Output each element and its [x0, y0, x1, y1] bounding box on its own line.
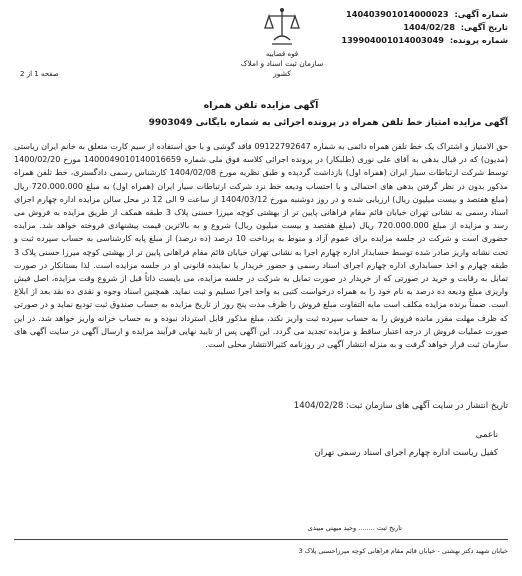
announcement-body: حق الامتیاز و اشتراک یک خط تلفن همراه دائمی به شماره 09122792647 فاقد گوشی و با حق استفاده از سیم کارت متعلق به خانم ایران ریاستی (مدیون) که در قبال بدهی به آقای علی نوری (طلبکار) در پرونده اجرائی کلاسه فوق ملی شماره 1400049010140016659 مورخ 1400/02/20 توسط شرکت ارتباطات سیار ایران (همراه اول) بازداشت گردیده و طبق نظریه مورخ 1404/02/08 کارشناس رسمی دادگستری، خط تلفن همراه مذکور بدون در نظر گرفتن بدهی های احتمالی و با احتساب ودیعه خط نزد شرکت ارتباطات سیار ایران (همراه اول) به مبلغ 720.000.000 ریال (مبلغ هفتصد و بیست میلیون ریال) ارزیابی شده و در روز دوشنبه مورخ 1404/03/12 از ساعت 9 الی 12 در محل سالن مزایده اداره چهارم اجرای اسناد رسمی به نشانی تهران خیابان قائم مقام فراهانی پایین تر از بهشتی کوچه میرزا حسنی پلاک 3 طبقه همکف از طریق مزایده به فروش می رسد و مزایده از مبلغ 720.000.000 ریال (مبلغ هفتصد و بیست میلیون ریال) شروع و به بالاترین قیمت پیشنهادی فروخته خواهد شد. مزایده حضوری است و شرکت در جلسه مزایده برای عموم آزاد و منوط به پرداخت 10 درصد (ده درصد) از مبلغ پایه کارشناسی به حساب سپرده ثبت و تحت نشانه واریز صادر شده توسط حسابدار اداره چهارم اجرا به نشانی تهران خیابان قائم مقام فراهانی پایین تر از بهشتی کوچه میرزا حسنی پلاک 3 طبقه چهارم و اخذ حسابداری اداره چهارم اجرای اسناد رسمی و حضور خریدار یا نماینده قانونی او در جلسه مزایده است. لذا بستانکار در صورت تمایل به رقابت و خرید در صورتی که از خریدار در صورت تمایل به شرکت در جلسه مزایده، می بایست ذاتاً قبل از شروع وقت مزایده، اصل فیش واریزی مبلغ ودیعه ده درصد به نام خود را به همراه درخواست کتبی به واحد اجرا تسلیم و ثبت نماید. همچنین اسناد وجوه و نقدی ده نقد بعد از ابلاغ است. ضمناً برنده مزایده مکلف است مابه التفاوت مبلغ فروش را ظرف مدت پنج روز از تاریخ مزایده به حساب صندوق ثبت تودیع نماید و در صورتی که ظرف مهلت مقرر مانده فروش را به حساب سپرده ثبت واریز نکند، مبلغ مذکور قابل استرداد نبوده و به حساب خزانه واریز خواهد شد. در این صورت عملیات فروش از درجه اعتبار ساقط و مزایده تجدید می گردد. این آگهی پس از تایید نهایی فرآیند مزایده و ارسال آگهی در سایت آگهی های سازمان ثبت قرار خواهد گرفت و به منزله انتشار آگهی در روزنامه کثیرالانتشار محلی است.: [14, 142, 509, 350]
footer-address: خیابان شهید دکتر بهشتی - خیابان قائم مقام فراهانی کوچه میرزاحسنی پلاک 3: [298, 547, 508, 555]
file-number-label: شماره پرونده:: [449, 35, 508, 45]
footer-divider: [14, 539, 508, 540]
page-indicator: صفحه 1 از 2: [20, 70, 59, 78]
org-line1: قوه قضاییه: [265, 50, 299, 58]
ad-meta: [308, 8, 508, 47]
org-line2: سازمان ثبت اسناد و املاک کشور: [240, 59, 324, 78]
file-number-row: [308, 34, 508, 47]
judiciary-emblem-icon: [262, 6, 302, 48]
document-subtitle: آگهی مزایده امتیاز خط تلفن همراه در پرونده اجرائی به شماره بایگانی 9903049: [148, 118, 508, 128]
org-name: [232, 50, 332, 79]
file-number: 139904001014003049: [341, 35, 444, 45]
document-title: آگهی مزایده تلفن همراه: [203, 100, 319, 111]
publication-date-line: تاریخ انتشار در سایت آگهی های سازمان ثبت: 1404/02/28: [293, 401, 508, 411]
signatory-title: کفیل ریاست اداره چهارم اجرای اسناد رسمی تهران: [314, 448, 498, 458]
footer-stamp-text: تاریخ ثبت ........ وحید میهنی میبدی: [307, 524, 402, 532]
ad-number-row: [308, 8, 508, 21]
ad-date-row: [308, 21, 508, 34]
ad-date-label: تاریخ آگهی:: [460, 22, 508, 32]
ad-number-label: شماره آگهی:: [454, 9, 508, 19]
signatory-name: ناعمی: [475, 430, 498, 440]
ad-date: 1404/02/28: [403, 22, 455, 32]
ad-number: 140403901014000023: [346, 9, 449, 19]
